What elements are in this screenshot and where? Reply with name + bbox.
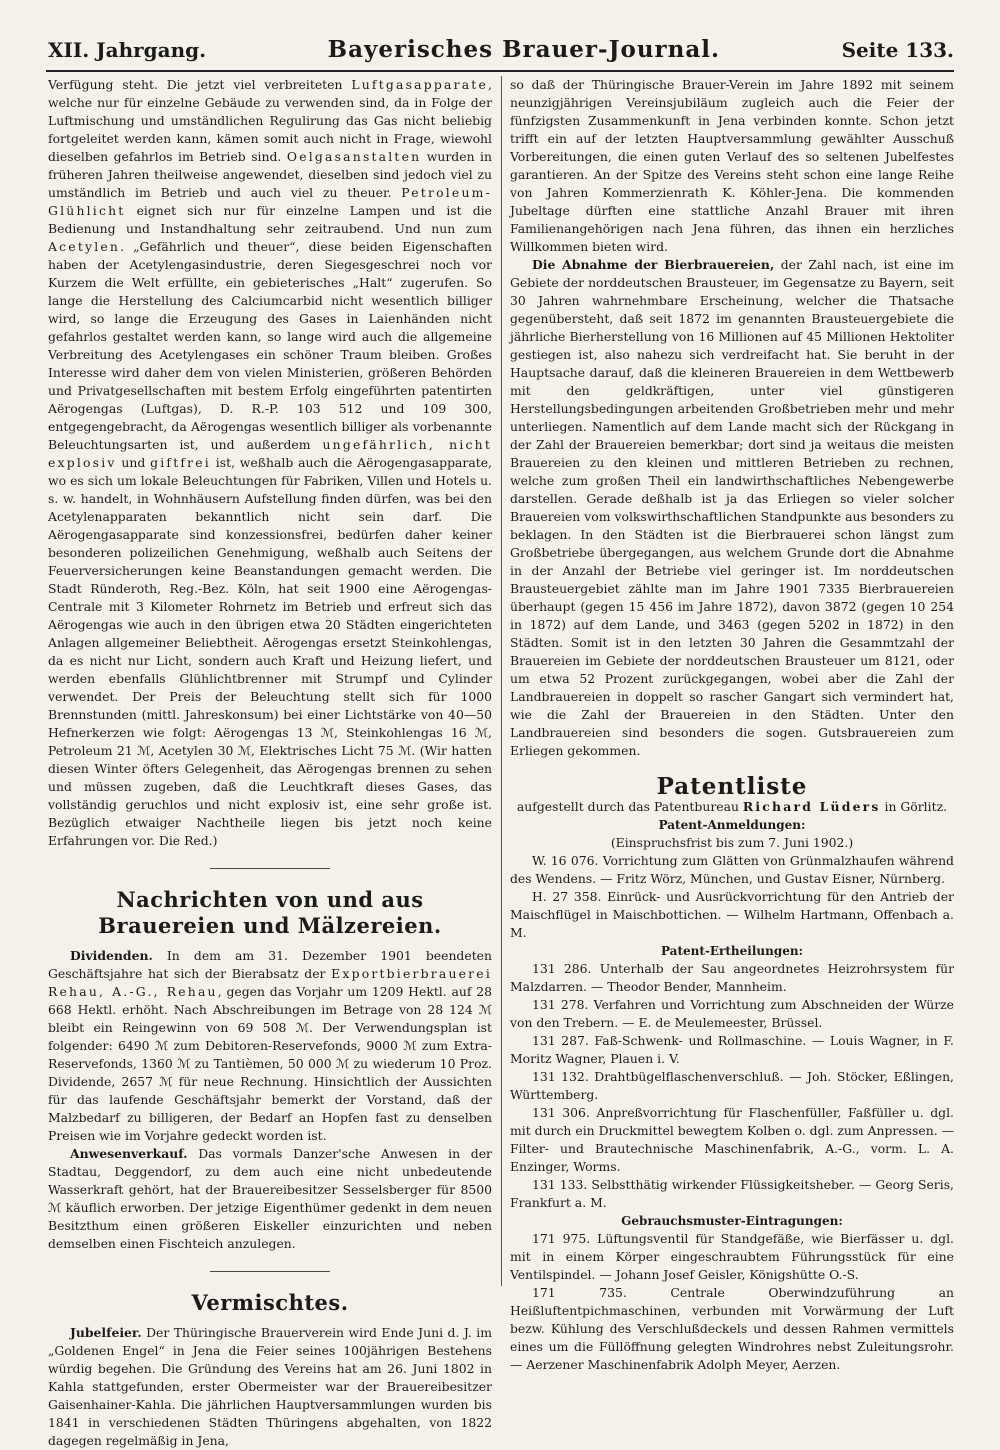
news-dividends: Dividenden. In dem am 31. Dezember 1901 beendeten Geschäftsjahre hat sich der Bierabsatz der Exportbierbrauerei Rehau, A.-G., Rehau, gegen das Vorjahr um 1209 Hektl. auf 28 668 Hektl. erhöht. Nach Abschreibungen im Betrage von 28 124 ℳ bleibt ein Reingewinn von 69 508 ℳ. Der Verwendungsplan ist folgender: 6490 ℳ zum Debitoren-Reservefonds, 9000 ℳ zum Extra-Reservefonds, 1360 ℳ zu Tantièmen, 50 000 ℳ zu wiederum 10 Proz. Dividende, 2657 ℳ für neue Rechnung. Hinsichtlich der Aussichten für das laufende Geschäftsjahr bemerkt der Vorstand, daß der Malzbedarf zu billigeren, der Bedarf an Hopfen fast zu denselben Preisen wie im Vorjahre gedeckt worden ist. bbox=[48, 948, 493, 1143]
header-rule bbox=[46, 70, 954, 72]
patent-applications-list bbox=[510, 852, 954, 942]
section-title-brewery-news: Nachrichten von und aus Brauereien und Mälzereien. bbox=[98, 887, 442, 938]
editor-note: Die Red.) bbox=[158, 833, 218, 848]
patent-applications-heading: Patent-Anmeldungen: bbox=[658, 818, 806, 832]
patent-grants-list bbox=[510, 960, 954, 1212]
list-item: 171 975. Lüftungsventil für Standgefäße, wie Bierfässer u. dgl. mit in einem Körper eingeschraubtem Führungsstück für eine Ventilspindel. — Johann Josef Geisler, Königshütte O.-S. bbox=[510, 1231, 954, 1282]
right-column bbox=[510, 76, 954, 1374]
objection-period-note: (Einspruchsfrist bis zum 7. Juni 1902.) bbox=[610, 835, 854, 850]
news-jubilee: Jubelfeier. Der Thüringische Brauerverein wird Ende Juni d. J. im „Goldenen Engel“ in Jena die Feier seines 100jährigen Bestehens würdig begehen. Die Gründung des Vereins hat am 26. Juni 1802 in Kahla stattgefunden, erster Obermeister war der Brauereibesitzer Gaisenhainer-Kahla. Die jährlichen Hauptversammlungen wurden bis 1841 in verschiedenen Städten Thüringens abgehalten, von 1822 dagegen regelmäßig in Jena, bbox=[48, 1325, 492, 1448]
section-title-miscellaneous: Vermischtes. bbox=[191, 1290, 349, 1315]
page-header bbox=[48, 36, 954, 70]
article-aerogengas: Verfügung steht. Die jetzt viel verbreiteten Luftgasapparate, welche nur für einzelne Gebäude zu verwenden sind, da in Folge der Luftmischung und umständlichen Regulirung das Gas nicht beliebig fortgeleitet werden kann, kämen somit auch nicht in Frage, wiewohl dieselben gefahrlos im Betrieb sind. Oelgasanstalten wurden in früheren Jahren theilweise angewendet, dieselben sind jedoch viel zu umständlich im Betrieb und auch viel zu theuer. Petroleum-Glühlicht eignet sich nur für einzelne Lampen und ist die Bedienung und Instandhaltung sehr zeitraubend. Und nun zum Acetylen. „Gefährlich und theuer“, diese beiden Eigenschaften haben der Acetylengasindustrie, deren Siegesgeschrei noch vor Kurzem die Welt erfüllte, ein gebieterisches „Halt“ zugerufen. So lange die Herstellung des Calciumcarbid nicht wesentlich billiger wird, so lange die Erzeugung des Gases in Laienhänden nicht gefahrlos gestaltet werden kann, so lange wird auch die allgemeine Verbreitung des Acetylengases ein schöner Traum bleiben. Großes Interesse wird daher dem von vielen Ministerien, größeren Behörden und Privatgesellschaften mit bestem Erfolg eingeführten patentirten Aërogengas (Luftgas), D. R.-P. 103 512 und 109 300, entgegengebracht, da Aërogengas wesentlich billiger als vorbenannte Beleuchtungsarten ist, und außerdem ungefährlich, nicht explosiv und giftfrei ist, weßhalb auch die Aërogengasapparate, wo es sich um lokale Beleuchtungen für Fabriken, Villen und Hotels u. s. w. handelt, in Wohnhäusern Aufstellung finden dürfen, was bei den Acetylenapparaten bekanntlich nicht sein darf. Die Aërogengasapparate sind konzessionsfrei, bedürfen daher keiner besonderen polizeilichen Genehmigung, weßhalb auch Seitens der Feuerversicherungen keine Beanstandungen gemacht werden. Die Stadt Ründeroth, Reg.-Bez. Köln, hat seit 1900 eine Aërogengas-Centrale mit 3 Kilometer Rohrnetz im Betrieb und erfreut sich das Aërogengas wie auch in den übrigen etwa 20 Städten eingerichteten Anlagen allgemeiner Beliebtheit. Aërogengas ersetzt Steinkohlengas, da es nicht nur Licht, sondern auch Kraft und Heizung liefert, und werden ebenfalls Glühlichtbrenner mit Strumpf und Cylinder verwendet. Der Preis der Beleuchtung stellt sich für 1000 Brennstunden (mittl. Jahreskonsum) bei einer Lichtstärke von 40—50 Hefnerkerzen wie folgt: Aërogengas 13 ℳ, Steinkohlengas 16 ℳ, Petroleum 21 ℳ, Acetylen 30 ℳ, Elektrisches Licht 75 ℳ. (Wir hatten diesen Winter öfters Gelegenheit, das Aërogengas brennen zu sehen und müssen zugeben, daß die Leuchtkraft dieses Gases, das vollständig geruchlos und nicht explosiv ist, eine sehr große ist. Bezüglich etwaiger Nachtheile liegen bis jetzt noch keine Erfahrungen vor. Die Red.) bbox=[48, 77, 492, 848]
list-item: 131 133. Selbstthätig wirkender Flüssigkeitsheber. — Georg Seris, Frankfurt a. M. bbox=[510, 1177, 954, 1210]
page-number: Seite 133. bbox=[841, 38, 954, 62]
list-item: W. 16 076. Vorrichtung zum Glätten von Grünmalzhaufen während des Wendens. — Fritz Wörz, München, und Gustav Eisner, Nürnberg. bbox=[510, 853, 954, 886]
column-divider bbox=[501, 76, 502, 1286]
list-item: 131 278. Verfahren und Vorrichtung zum Abschneiden der Würze von den Trebern. — E. de Meulemeester, Brüssel. bbox=[510, 997, 954, 1030]
list-item: H. 27 358. Einrück- und Ausrückvorrichtung für den Antrieb der Maischflügel in Maischbottichen. — Wilhelm Hartmann, Offenbach a. M. bbox=[510, 889, 954, 940]
section-rule bbox=[210, 1271, 330, 1272]
section-rule bbox=[210, 868, 330, 869]
news-brewery-decline: Die Abnahme der Bierbrauereien, der Zahl nach, ist eine im Gebiete der norddeutschen Brausteuer, im Gegensatze zu Bayern, seit 30 Jahren wahrnehmbare Erscheinung, welcher die Thatsache gegenübersteht, daß seit 1872 im genannten Brausteuergebiete die jährliche Bierherstellung von 16 Millionen auf 45 Millionen Hektoliter gestiegen ist, also nahezu sich verdreifacht hat. Sie beruht in der Hauptsache darauf, daß die kleineren Brauereien in dem Wettbewerb mit den geldkräftigen, unter viel günstigeren Herstellungsbedingungen arbeitenden Großbetrieben mehr und mehr unterliegen. Namentlich auf dem Lande macht sich der Rückgang in der Zahl der Brauereien bemerkbar; dort sind ja weitaus die meisten Brauereien zu den kleinen und mittleren Betrieben zu rechnen, welche zum großen Theil ein landwirthschaftliches Nebengewerbe darstellen. Gerade deßhalb ist ja das Erliegen so vieler solcher Brauereien vom volkswirthschaftlichen Standpunkte aus besonders zu beklagen. In den Städten ist die Bierbrauerei schon längst zum Großbetriebe übergegangen, aus welchem Grunde dort die Abnahme in der Anzahl der Betriebe viel geringer ist. Im norddeutschen Brausteuergebiet zählte man im Jahre 1901 7335 Bierbrauereien überhaupt (gegen 15 456 im Jahre 1872), davon 3872 (gegen 10 254 in 1872) auf dem Lande, und 3463 (gegen 5202 in 1872) in den Städten. Somit ist in den letzten 30 Jahren die Gesammtzahl der Brauereien im Gebiete der norddeutschen Brausteuer um 8121, oder um etwa 52 Prozent zurückgegangen, wobei aber die Zahl der Landbrauereien in doppelt so rascher Gangart sich vermindert hat, wie die Zahl der Brauereien in den Städten. Unter den Landbrauereien sind besonders die sogen. Gutsbrauereien zum Erliegen gekommen. bbox=[510, 257, 954, 758]
list-item: 131 132. Drahtbügelflaschenverschluß. — Joh. Stöcker, Eßlingen, Württemberg. bbox=[510, 1069, 954, 1102]
patent-grants-heading: Patent-Ertheilungen: bbox=[660, 944, 804, 958]
utility-models-heading: Gebrauchsmuster-Eintragungen: bbox=[621, 1214, 843, 1228]
news-jubilee-continued: so daß der Thüringische Brauer-Verein im Jahre 1892 mit seinem neunzigjährigen Vereinsjubiläum zugleich auch die Feier der fünfzigsten Zusammenkunft in Jena verbinden konnte. Schon jetzt trifft ein auf der letzten Hauptversammlung gewählter Ausschuß Vorbereitungen, die einen guten Verlauf des so seltenen Jubelfestes garantieren. An der Spitze des Vereins steht schon eine lange Reihe von Jahren Kommerzienrath K. Köhler-Jena. Die kommenden Jubeltage dürften eine stattliche Anzahl Brauer mit ihren Familienangehörigen nach Jena führen, das ihnen ein herzliches Willkommen bieten wird. bbox=[510, 77, 954, 254]
list-item: 131 287. Faß-Schwenk- und Rollmaschine. — Louis Wagner, in F. Moritz Wagner, Plauen i. V. bbox=[510, 1033, 954, 1066]
list-item: 171 735. Centrale Oberwindzuführung an Heißluftentpichmaschinen, verbunden mit Vorwärmung der Luft bezw. Kühlung des Verschlußdeckels und dessen Rahmen vermittels eines um die Füllöffnung gelegten Windrohres nebst Zuleitungsrohr. — Aerzener Maschinenfabrik Adolph Meyer, Aerzen. bbox=[510, 1285, 954, 1372]
journal-title: Bayerisches Brauer-Journal. bbox=[327, 36, 721, 63]
news-property-sale: Anwesenverkauf. Das vormals Danzer'sche Anwesen in der Stadtau, Deggendorf, zu dem auch eine nicht unbedeutende Wasserkraft gehört, hat der Brauereibesitzer Sesselsberger für 8500 ℳ käuflich erworben. Der jetzige Eigenthümer gedenkt in dem neuen Besitzthum einen größeren Eiskeller einzurichten und neben demselben einen Fischteich anzulegen. bbox=[48, 1146, 492, 1251]
patent-list-subtitle: aufgestellt durch das Patentbureau Richard Lüders in Görlitz. bbox=[516, 799, 948, 814]
utility-models-list bbox=[510, 1230, 954, 1374]
left-column bbox=[48, 76, 492, 1450]
patent-list-title: Patentliste bbox=[656, 773, 808, 800]
volume-label: XII. Jahrgang. bbox=[48, 38, 207, 62]
list-item: 131 286. Unterhalb der Sau angeordnetes Heizrohrsystem für Malzdarren. — Theodor Bender, Mannheim. bbox=[510, 961, 954, 994]
list-item: 131 306. Anpreßvorrichtung für Flaschenfüller, Faßfüller u. dgl. mit durch ein Druckmittel bewegtem Kolben o. dgl. zum Anpressen. — Filter- und Brautechnische Maschinenfabrik, A.-G., vorm. L. A. Enzinger, Worms. bbox=[510, 1105, 954, 1174]
